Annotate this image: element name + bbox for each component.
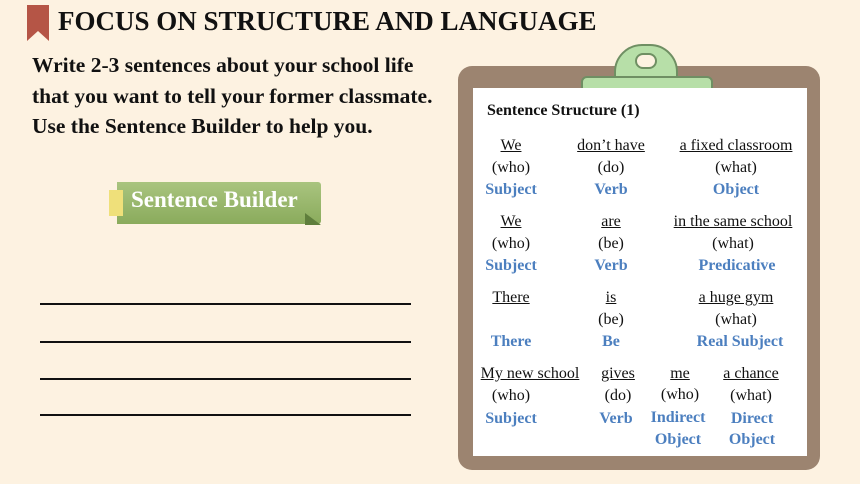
question: (be) <box>598 235 624 252</box>
builder-tab <box>109 190 123 216</box>
phrase: a fixed classroom <box>679 137 793 154</box>
question: (be) <box>598 311 624 328</box>
phrase: We <box>500 137 522 154</box>
clip-hole <box>635 53 657 69</box>
role-label: There <box>490 333 532 350</box>
role-label: Object <box>712 181 760 198</box>
phrase: don’t have <box>577 137 645 154</box>
phrase: There <box>492 289 530 306</box>
answer-line-3[interactable] <box>40 378 411 380</box>
phrase: We <box>500 213 522 230</box>
phrase: a chance <box>723 365 779 382</box>
question: (who) <box>491 235 531 252</box>
role-label: Verb <box>594 257 628 274</box>
builder-fold <box>305 213 321 225</box>
phrase: is <box>605 289 617 306</box>
answer-line-4[interactable] <box>40 414 411 416</box>
role-label: Subject <box>485 257 537 274</box>
role-label: Direct <box>730 410 774 427</box>
answer-line-1[interactable] <box>40 303 411 305</box>
role-label: Object <box>728 431 776 448</box>
question: (what) <box>715 159 757 176</box>
question: (what) <box>712 235 754 252</box>
question: (who) <box>491 387 531 404</box>
question: (who) <box>491 159 531 176</box>
phrase: gives <box>601 365 635 382</box>
phrase: are <box>601 213 621 230</box>
role-label: Subject <box>485 181 537 198</box>
builder-label: Sentence Builder <box>131 187 298 212</box>
question: (do) <box>604 387 632 404</box>
role-label: Be <box>602 333 620 350</box>
sentence-builder-button[interactable] <box>109 182 329 225</box>
role-label: Verb <box>594 181 628 198</box>
role-label: Object <box>654 431 702 448</box>
question: (who) <box>660 386 700 403</box>
page-title: FOCUS ON STRUCTURE AND LANGUAGE <box>58 6 597 36</box>
role-label: Indirect <box>650 409 706 426</box>
question: (what) <box>730 387 772 404</box>
role-label: Real Subject <box>696 333 784 350</box>
role-label: Subject <box>485 410 537 427</box>
card-title: Sentence Structure (1) <box>487 102 640 119</box>
phrase: in the same school <box>673 213 793 230</box>
question: (do) <box>597 159 625 176</box>
role-label: Predicative <box>698 257 776 274</box>
bookmark-notch <box>27 31 49 41</box>
phrase: a huge gym <box>698 289 774 306</box>
role-label: Verb <box>599 410 633 427</box>
phrase: me <box>670 365 690 382</box>
question: (what) <box>715 311 757 328</box>
phrase: My new school <box>480 365 580 382</box>
instructions-text: Write 2-3 sentences about your school life that you want to tell your former classmate. Use the Sentence Builder to help you. <box>32 53 433 138</box>
answer-line-2[interactable] <box>40 341 411 343</box>
